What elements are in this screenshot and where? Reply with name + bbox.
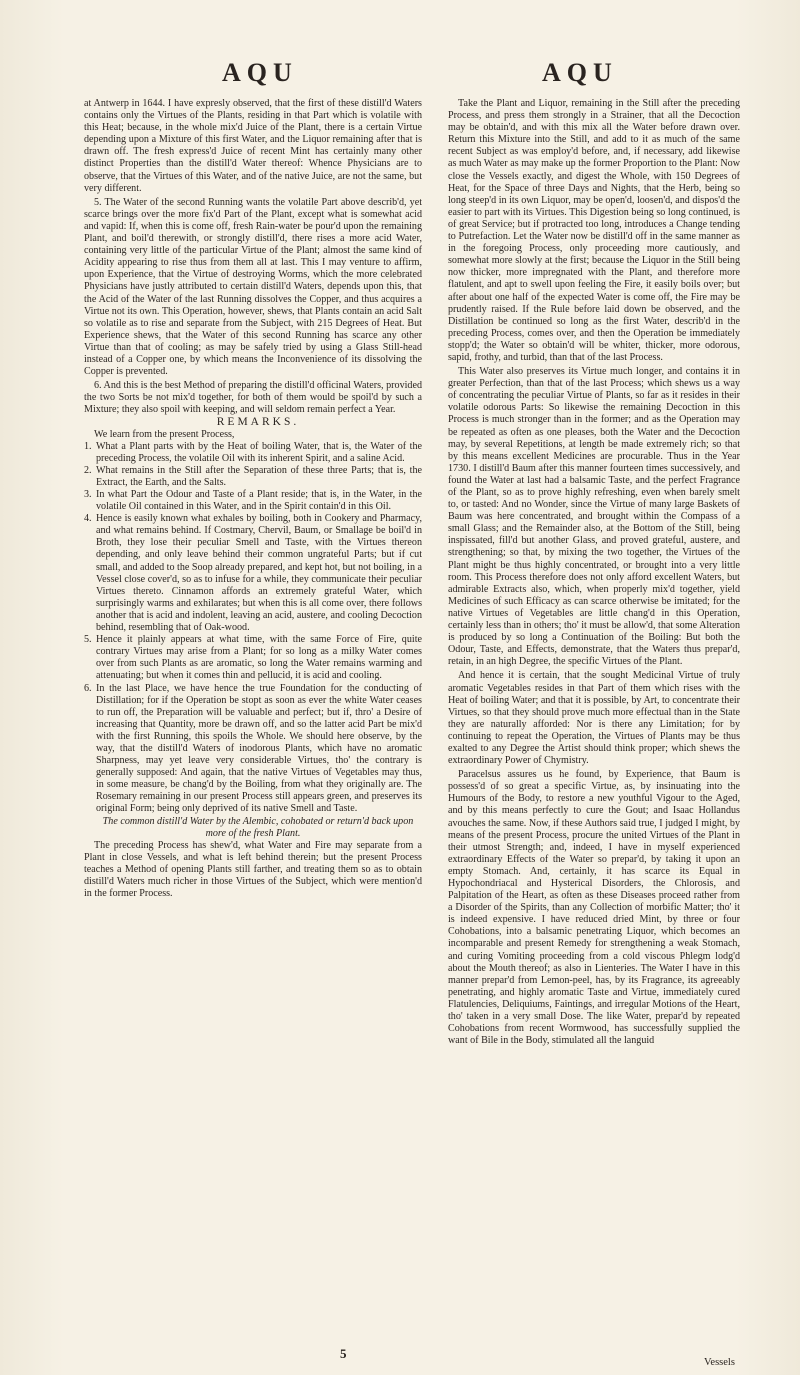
running-head-right: AQU	[542, 58, 618, 87]
right-paragraph-paracelsus: Paracelsus assures us he found, by Experience, that Baum is possess'd of so great a specific Virtue, as, by insinuating into the Humours of the Body, to restore a new youthful Vigour to the Aged, and by this means perfectly to cure the Gout; and Isaac Hollandus avouches the same. Now, if these Authors said true, I judged I might, by means of the present Process, procure the united Virtues of the Plant in their utmost Strength; and, indeed, I have in myself experienced extraordinary Effects of the Water so prepar'd, by taking it upon an empty Stomach. And, certainly, it has scarce its Equal in Hypochondriacal and Hysterical Disorders, the Chlorosis, and Palpitation of the Heart, as often as these Diseases proceed rather from a Disorder of the Spirits, than any Collection of morbific Matter; tho' it is indeed expensive. I have reduced dried Mint, by three or four Cohobations, into a balsamic penetrating Liquor, which becomes an incomparable and present Remedy for strengthening a weak Stomach, and curing Vomiting proceeding from a cold viscous Phlegm lodg'd about the Mouth thereof; as also in Lienteries. The Water I have in this manner prepar'd from Lemon-peel, has, by its Fragrance, its agreeably penetrating, and highly aromatic Taste and Virtue, immediately cured Flatulencies, Deliquiums, Faintings, and irregular Motions of the Heart, tho' taken in a very small Dose. The like Water, prepar'd by repeated Cohobations from recent Wormwood, has successfully supplied the want of Bile in the Body, stimulated all the languid	[448, 769, 740, 1047]
remark-text: What remains in the Still after the Separation of these three Parts; that is, the Extract, the Earth, and the Salts.	[96, 464, 422, 488]
remark-item	[84, 513, 422, 634]
remark-item	[84, 465, 422, 489]
right-paragraph-concentration: This Water also preserves its Virtue much longer, and contains it in greater Perfection, than that of the last Process; which shews us a way of concentrating the peculiar Virtue of Plants, so far as it resides in their volatile odorous Parts: So likewise the remaining Decoction in this Process is much stronger than in the former; and as the Operation may be repeated as often as one pleases, both the Water and the Decoction may, by several Repetitions, at length be made extremely rich; so that by this means excellent Medicines are procurable. Thus in the Year 1730. I distill'd Baum after this manner fourteen times successively, and found the Water at last had a balsamic Taste, and the perfect Fragrance of the Plant, so as to prove highly refreshing, even when barely smelt to, or tasted: And no Wonder, since the Virtue of many large Baskets of Baum was here concentrated, and brought within the Compass of a small Glass; and the Remainder also, at the Bottom of the Still, being inspissated, fill'd but another Glass, and proved grateful, austere, and strengthening; so that, by mixing the two together, the Virtues of the Plant might be thus highly concentrated, or brought into a very little room. This Process therefore does not only afford excellent Waters, but admirable Extracts also, which, when properly mix'd together, yield Medicines of such Efficacy as can scarce otherwise be imitated; for the native Virtues of Vegetables are little chang'd in this Operation, certainly less than in others; tho' it must be allow'd, that some Alteration is produced by so long a Continuation of the Boiling: But both the Odour, Taste, and Effects, demonstrate, that the Waters thus prepar'd, retain, in an high Degree, the specific Virtues of the Plant.	[448, 366, 740, 668]
page-number: 5	[340, 1346, 347, 1361]
remark-item	[84, 634, 422, 682]
left-paragraph-continuation: at Antwerp in 1644. I have expresly observed, that the first of these distill'd Waters contains only the Virtues of the Plants, residing in that Part which is volatile with this Heat; because, in the whole mix'd Juice of the Plant, there is a certain Virtue depending upon a Mixture of this first Water, and the Liquor remaining after that is drawn off. The fresh express'd Juice of recent Mint has certainly many other distinct Properties than the distill'd Water thereof: Whence Physicians are to observe, that the Virtues of this Water, and of the native Juice, are not the same, but very different.	[84, 98, 422, 194]
right-column	[448, 98, 740, 1047]
left-paragraph-5: 5. The Water of the second Running wants the volatile Part above describ'd, yet scarce brings over the more fix'd Part of the Plant, except what is somewhat acid and vapid: If, when this is come off, fresh Rain-water be pour'd upon the remaining Plant, and boil'd therewith, or strongly distill'd, there rises a more acid Water, containing very little of the particular Virtue of the Plant; almost the same kind of Acidity appearing to rise thus from them all at last. This I may venture to affirm, upon Experience, that the Virtue of destroying Worms, which the more celebrated Physicians have justly attributed to certain distill'd Waters, depends upon this, that the Acid of the Water of the last Running dissolves the Copper, and thus acquires a Virtue not its own. This Operation, however, shews, that Plants contain an acid Salt so volatile as to rise and separate from the Subject, with 215 Degrees of Heat. But Experience shews, that the Water of this second Running has scarce any other Virtue than that of cooling; as may be safely tried by using a Glass Still-head instead of a Copper one, by which means the Inconvenience of its dissolving the Copper is prevented.	[84, 196, 422, 378]
remark-text: In the last Place, we have hence the true Foundation for the conducting of Distillation; for if the Operation be stopt as soon as ever the white Water ceases to run off, the Preparation will be valuable and perfect; but if, thro' a Desire of increasing that Quantity, more be drawn off, and so the latter acid Part be mix'd with the first Running, this spoils the Whole. We should here observe, by the way, that the distill'd Waters of inodorous Plants, which have no aromatic Sharpness, may yet leave very considerable Virtues, tho' the contrary is generally supposed: And again, that the native Virtues of Vegetables may thus, in some measure, be chang'd by the Boiling, from what they originally are. The Rosemary remaining in our present Process still appears green, and preserves its original Form; being only deprived of its native Smell and Taste.	[96, 682, 422, 815]
remark-item	[84, 441, 422, 465]
remark-number: 1.	[84, 440, 92, 452]
remarks-heading: REMARKS.	[216, 416, 300, 429]
section-paragraph: The preceding Process has shew'd, what Water and Fire may separate from a Plant in close Vessels, and what is left behind therein; but the present Process teaches a Method of opening Plants still farther, and treating them so as to obtain distill'd Waters much richer in those Virtues of the Subject, which were mention'd in the former Process.	[84, 839, 422, 899]
remark-number: 3.	[84, 489, 92, 500]
remark-text: What a Plant parts with by the Heat of boiling Water, that is, the Water of the preceding Process, the volatile Oil with its inherent Spirit, and a saline Acid.	[96, 440, 422, 464]
remark-text: Hence it plainly appears at what time, with the same Force of Fire, quite contrary Virtues may arise from a Plant; for so long as a milky Water comes over from such Plants as are aromatic, so long the Water remains warming and attenuating; but when it comes thin and pellucid, it is acid and cooling.	[96, 634, 422, 682]
catchword: Vessels	[704, 1357, 735, 1368]
left-column	[84, 98, 422, 900]
right-paragraph-procedure: Take the Plant and Liquor, remaining in the Still after the preceding Process, and press them strongly in a Strainer, that all the Decoction may be obtain'd, and with this mix all the Water before drawn over. Return this Mixture into the Still, and add to it as much of the same recent Subject as was employ'd before, and, if necessary, add likewise as much Water as may make up the former Proportion to the Plant: Now close the Vessels exactly, and digest the Whole, with 150 Degrees of Heat, for the Space of three Days and Nights, that the Herb, being so long steep'd in its own Liquor, may be open'd, loosen'd, and dispos'd the easier to part with its Virtues. This Digestion being so long continued, is of great Service; but if protracted too long, introduces a Change tending to Putrefaction. Let the Water now be distill'd off in the same manner as in the foregoing Process, only proceeding more cautiously, and somewhat more slowly at the first; because the Liquor in the Still being now thicker, more impregnated with the Plant, and therefore more flatulent, and apt to swell upon feeling the Fire, it easily boils over; but after about one half of the expected Water is come off, the Fire may be prudently raised. If the Rule before laid down be observed, and the Distillation be continued so long as the first Water, describ'd in the preceding Process, comes over, and then the Operation be immediately stopp'd; the Water so obtain'd will be whiter, thicker, more odorous, sapid, frothy, and turbid, than that of the last Process.	[448, 98, 740, 363]
remark-number: 4.	[84, 513, 92, 525]
remark-item	[84, 489, 422, 513]
right-paragraph-aromatic: And hence it is certain, that the sought Medicinal Virtue of truly aromatic Vegetables resides in that Part of them which rises with the Heat of boiling Water; and that it is possible, by Art, to concentrate their Virtues, so that they should prove much more effectual than in the State they are naturally afforded: Nor is there any Limitation; for by continuing to repeat the Operation, the Virtues of Plants may be thus exalted to any Degree the Artist should think proper; which shews the extraordinary Power of Chymistry.	[448, 670, 740, 767]
remark-number: 6.	[84, 682, 92, 694]
remarks-intro: We learn from the present Process,	[94, 428, 235, 440]
remark-text: In what Part the Odour and Taste of a Plant reside; that is, in the Water, in the volatile Oil contained in this Water, and in the Spirit contain'd in this Oil.	[96, 489, 422, 513]
remark-number: 2.	[84, 464, 92, 476]
section-title: The common distill'd Water by the Alembic, cohobated or return'd back upon more of the fresh Plant.	[102, 815, 414, 839]
remark-number: 5.	[84, 634, 92, 646]
remark-item	[84, 683, 422, 816]
running-head-left: AQU	[222, 58, 298, 87]
remark-text: Hence is easily known what exhales by boiling, both in Cookery and Pharmacy, and what remains behind. If Costmary, Chervil, Baum, or Smallage be boil'd in Broth, they lose their peculiar Smell and Taste, with the Virtues thereon depending, and only leave behind their common ungrateful Parts; but if cut small, and added to the Soop already prepared, and kept hot, but not boiling, in a Vessel close cover'd, so as to infuse for a while, they communicate their peculiar Virtues thereto. Cinnamon affords an extremely grateful Water, which surprisingly warms and exhilarates; but when this is all come over, there follows another that is acid and indolent, leaving an acid, austere, and cooling Decoction behind, resembling that of Oak-wood.	[96, 513, 423, 634]
left-paragraph-6: 6. And this is the best Method of preparing the distill'd officinal Waters, provided the two Sorts be not mix'd together, for both of them would be spoil'd by such a Mixture; they also spoil with keeping, and will seldom remain perfect a Year.	[84, 380, 422, 416]
